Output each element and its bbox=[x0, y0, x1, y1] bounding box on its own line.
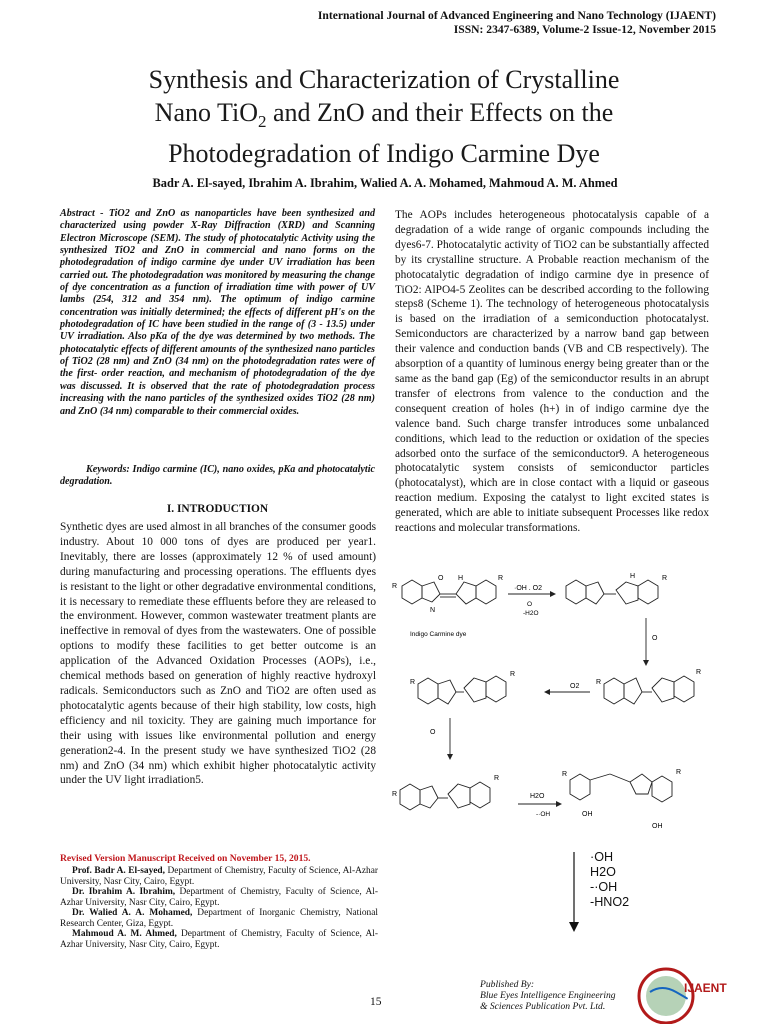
affiliations bbox=[60, 866, 378, 950]
ring-right bbox=[476, 580, 496, 604]
affiliation-text: Department of Inorganic Chemistry, National Research Center, Giza, Egypt. bbox=[60, 908, 378, 929]
ring-int2-five-right bbox=[652, 678, 674, 702]
ring-int3-five-right bbox=[464, 678, 486, 702]
abstract bbox=[60, 208, 375, 418]
ring-five-right bbox=[456, 582, 476, 604]
reagent-o-1: O bbox=[652, 635, 658, 642]
ring-int4-five bbox=[420, 786, 438, 808]
page-number: 15 bbox=[370, 996, 382, 1008]
reaction-arrowhead-4 bbox=[447, 754, 453, 760]
bond-prod-2 bbox=[610, 774, 630, 782]
reaction-arrowhead-5 bbox=[556, 801, 562, 807]
intermediate-4 bbox=[400, 782, 490, 810]
affiliation-item bbox=[60, 908, 378, 929]
ring-int3-left bbox=[418, 678, 438, 704]
title-line-2-sub: 2 bbox=[258, 111, 267, 131]
publisher-info bbox=[480, 980, 640, 1012]
atom-r-2: R bbox=[498, 575, 504, 582]
atom-r-6: R bbox=[410, 679, 416, 686]
title-line-2a: Nano TiO bbox=[154, 97, 258, 127]
atom-oh-1: OH bbox=[582, 811, 593, 818]
legend-minus-oh: -·OH bbox=[590, 880, 618, 894]
reagent-1: ·OH . O2 bbox=[514, 585, 543, 592]
atom-r-10: R bbox=[562, 771, 568, 778]
atom-h-1: H bbox=[458, 575, 464, 582]
abstract-label: Abstract - bbox=[60, 208, 109, 219]
atom-n-1: N bbox=[430, 607, 436, 614]
legend-hno2: -HNO2 bbox=[590, 895, 630, 909]
atom-o-1: O bbox=[438, 575, 444, 582]
atom-r-11: R bbox=[676, 769, 682, 776]
ring-prod-right bbox=[652, 776, 672, 802]
atom-r-1: R bbox=[392, 583, 398, 590]
ring-int1-right bbox=[638, 580, 658, 604]
logo-text: IJAENT bbox=[684, 981, 727, 995]
right-column-text: The AOPs includes heterogeneous photocatalysis capable of a degradation of a wide range of organic compounds including the dyes6-7. Photocatalytic activity of TiO2 can be substantially affected by its crystalline structure. A Probable reaction mechanism of the photocatalytic degradation of indigo carmine dye in presence of TiO2: AlPO4-5 Zeolites can be described according to the following steps8 (Scheme 1). The technology of heterogeneous photocatalysis is based on the irradiation of a semiconduction photocatalyst. Semiconductors are characterized by a narrow band gap between their valence and conduction bands (VB and CB respectively). The absorption of a quantity of luminous energy being greater than or the same as the band gap (Eg) of the semiconductor results in an abrupt transfer of electrons from valence to the conduction and the consequent creation of holes (h+) in of indigo carmine dye the valence band. Such charge transfer introduces some unbalanced conditions, which lead to the reduction or oxidation of the species adsorbed onto the surface of the semiconductor9. A heterogeneous photocatalytic system consists of semiconductor particles (photocatalyst), which are in close contact with a liquid or gaseous reaction medium. Exposing the catalyst to light excited states is generated, which are able to initiate subsequent Processes like redox reactions and molecular transformations. bbox=[395, 209, 709, 535]
atom-r-8: R bbox=[392, 791, 398, 798]
ring-int4-left bbox=[400, 784, 420, 810]
intermediate-2 bbox=[604, 676, 694, 704]
ring-left bbox=[402, 580, 422, 604]
ring-int4-five-right bbox=[448, 784, 470, 808]
affiliation-item bbox=[60, 887, 378, 908]
abstract-text: TiO2 and ZnO as nanoparticles have been synthesized and characterized using powder X-Ray Diffraction (XRD) and Scanning Electron Microscope (SEM). The study of photocatalytic Activity using the synthesized TiO2 and ZnO in commercial and nano forms on the photodegradation of indigo carmine dye under UV irradiation has been carried out. The photodegradation was monitored by measuring the change of dye concentration as a function of irradiation time with power of UV lambs (254, 312 and 354 nm). The optimum of indigo carmine concentration was initially determined; the effects of different pH's on the photodegradation of IC have been studied in the range of (3 - 13.5) under UV irradiation. Also pKa of the dye was determined by two methods. The photocatalytic effects of different amounts of the synthesized nano particles of TiO2 (28 nm) and ZnO (34 nm) on the photodegradation rates were of the first- order reaction, and mechanism of photodegradation of the dye was discussed. It is observed that the rate of photodegradation process increasing with the nano particles of the synthesized oxides TiO2 (28 nm) and ZnO (34 nm) comparable to their commercial oxides. bbox=[60, 208, 375, 417]
indigo-label: Indigo Carmine dye bbox=[410, 631, 467, 638]
reaction-arrowhead-1 bbox=[550, 591, 556, 597]
ring-five-left bbox=[422, 582, 440, 602]
affiliation-item bbox=[60, 866, 378, 887]
indigo-molecule bbox=[402, 580, 496, 604]
bond-prod-1 bbox=[590, 774, 610, 780]
publisher-line-2: Blue Eyes Intelligence Engineering bbox=[480, 989, 616, 1001]
affiliation-text: Department of Chemistry, Faculty of Science, Al-Azhar University, Nasr City, Cairo, Egypt. bbox=[60, 866, 378, 887]
reagent-h2o: H2O bbox=[530, 793, 545, 800]
affiliation-name: Dr. Walied A. A. Mohamed, bbox=[72, 908, 193, 918]
ring-int2-five bbox=[624, 678, 642, 704]
keywords: Keywords: Indigo carmine (IC), nano oxides, pKa and photocatalytic degradation. bbox=[60, 464, 375, 488]
product-molecule bbox=[570, 774, 672, 802]
reagent-oh: -·OH bbox=[536, 811, 551, 818]
affiliation-text: Department of Chemistry, Faculty of Science, Al-Azhar University, Nasr City, Cairo, Egypt. bbox=[60, 929, 378, 950]
reagent-legend bbox=[590, 850, 660, 910]
ring-int3-five bbox=[438, 680, 456, 704]
journal-issn: ISSN: 2347-6389, Volume-2 Issue-12, November 2015 bbox=[453, 23, 716, 36]
revised-notice: Revised Version Manuscript Received on November 15, 2015. bbox=[60, 853, 311, 864]
title-line-2b: and ZnO and their Effects on the bbox=[266, 97, 614, 127]
legend-oh: ·OH bbox=[590, 850, 614, 864]
publisher-line-1: Published By: bbox=[480, 979, 535, 990]
reagent-1c: -H2O bbox=[523, 610, 539, 617]
affiliation-item bbox=[60, 929, 378, 950]
ring-prod-five bbox=[630, 774, 652, 794]
atom-r-5: R bbox=[696, 669, 702, 676]
ring-prod-left bbox=[570, 774, 590, 800]
reagent-1b: O bbox=[527, 601, 533, 608]
title-line-3: Photodegradation of Indigo Carmine Dye bbox=[168, 139, 600, 169]
authors-line: Badr A. El-sayed, Ibrahim A. Ibrahim, Walied A. A. Mohamed, Mahmoud A. M. Ahmed bbox=[152, 176, 618, 190]
section-heading-introduction: I. INTRODUCTION bbox=[166, 503, 269, 515]
ring-int1-five-right bbox=[616, 582, 638, 604]
affiliation-name: Dr. Ibrahim A. Ibrahim, bbox=[72, 887, 176, 897]
legend-h2o: H2O bbox=[590, 865, 616, 879]
affiliation-name: Prof. Badr A. El-sayed, bbox=[72, 866, 165, 876]
atom-h-2: H bbox=[630, 573, 636, 580]
ring-int2-left bbox=[604, 678, 624, 704]
introduction-text: Synthetic dyes are used almost in all branches of the consumer goods industry. About 10 000 tons of dyes are produced per year1. Inevitably, there are losses (approximately 12 % of used amount) during manufacturing and processing operations. The effluents dyes is resistant to the light or other degradative environmental conditions, it is necessary to remediate these effluents before they are released to the environment. However, common wastewater treatment plants are ineffective in removal of dyes from the wastewaters. One of possible options to modify these facilities to get better outcome is an application of the Advanced Oxidation Processes (AOPs), i.e., chemical methods based on generation of highly reactive hydroxyl radicals. Semiconductors such as ZnO and TiO2 are often used as photocatalytic agents because of their high stability, low costs, high efficiency and nil toxicity. They are gaining much importance for their using with issues like environmental pollution and energy generation2-4. In the present study we have synthesized TiO2 (28 nm) and ZnO (34 nm) which exhibit higher photocatalytic activity under the UV light irradiation5. bbox=[60, 521, 376, 787]
ring-int2-right bbox=[674, 676, 694, 702]
atom-r-7: R bbox=[510, 671, 516, 678]
affiliation-name: Mahmoud A. M. Ahmed, bbox=[72, 929, 177, 939]
reaction-scheme bbox=[390, 568, 720, 858]
title-line-1: Synthesis and Characterization of Crystalline bbox=[148, 65, 620, 94]
journal-name: International Journal of Advanced Engineering and Nano Technology (IJAENT) bbox=[317, 9, 716, 22]
atom-r-3: R bbox=[662, 575, 668, 582]
reaction-arrowhead-3 bbox=[544, 689, 550, 695]
atom-r-4: R bbox=[596, 679, 602, 686]
reagent-o2: O2 bbox=[570, 683, 580, 690]
down-arrow-icon bbox=[564, 852, 584, 934]
ring-int4-right bbox=[470, 782, 490, 808]
atom-r-9: R bbox=[494, 775, 500, 782]
intermediate-1 bbox=[566, 580, 658, 604]
reagent-o-2: O bbox=[430, 729, 436, 736]
atom-oh-2: OH bbox=[652, 823, 663, 830]
ring-int1-left bbox=[566, 580, 586, 604]
paper-title bbox=[60, 64, 708, 171]
reaction-arrowhead-2 bbox=[643, 660, 649, 666]
intermediate-3 bbox=[418, 676, 506, 704]
affiliation-text: Department of Chemistry, Faculty of Science, Al-Azhar University, Nasr City, Cairo, Egypt. bbox=[60, 887, 379, 908]
ring-int1-five bbox=[586, 582, 604, 604]
journal-header bbox=[216, 9, 716, 37]
title-line-2 bbox=[60, 97, 708, 139]
journal-logo bbox=[632, 962, 728, 1024]
ring-int3-right bbox=[486, 676, 506, 702]
publisher-line-3: & Sciences Publication Pvt. Ltd. bbox=[480, 1000, 606, 1012]
